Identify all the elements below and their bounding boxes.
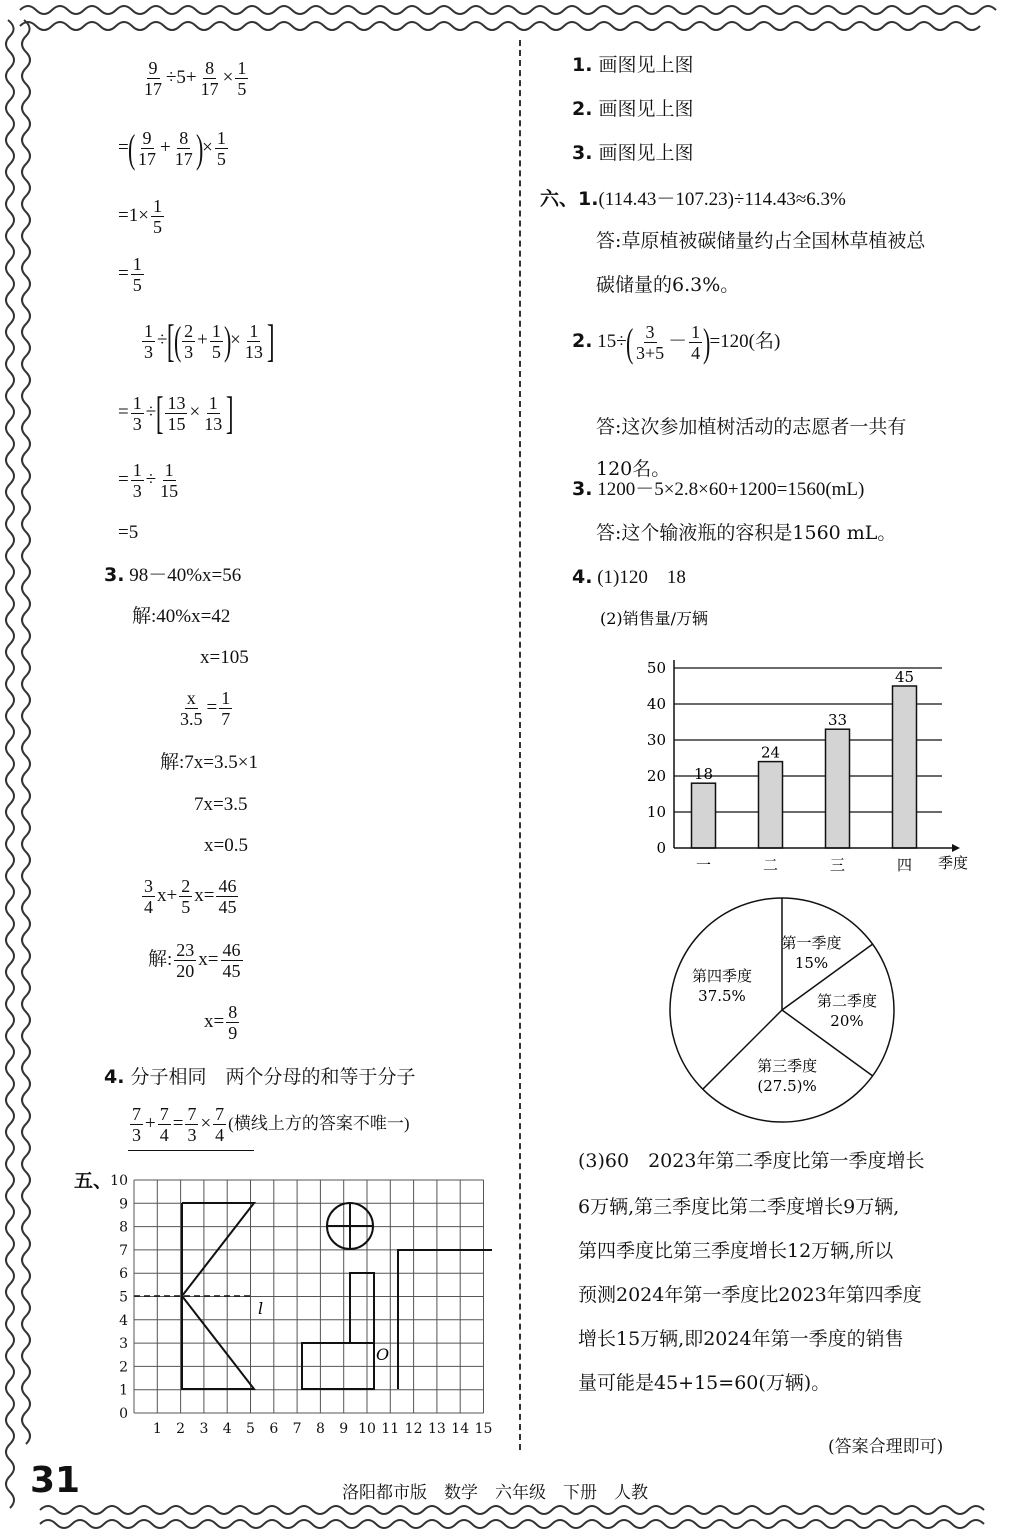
six-4-part-1: 4. (1)120 18: [572, 566, 686, 588]
bar-y-tick: 40: [646, 695, 666, 713]
eq-line-7: = $\frac{1}{3}$ ÷ $\frac{1}{15}$: [118, 460, 179, 501]
grid-y-tick: 6: [119, 1266, 128, 1283]
part3-line-1: (3)60 2023年第二季度比第一季度增长: [578, 1150, 925, 1172]
grid-x-tick: 4: [222, 1421, 232, 1437]
eq-line-4: = $\frac{1}{5}$: [118, 254, 142, 295]
pie-slice-name: 第三季度: [757, 1056, 818, 1075]
part3-line-5: 增长15万辆,即2024年第一季度的销售: [578, 1328, 904, 1350]
grid-x-tick: 11: [381, 1421, 400, 1437]
bar-chart-x-ticks: [696, 856, 912, 874]
eq-line-6: = $\frac{1}{3}$ ÷[ $\frac{13}{15}$ × $\frac{1}{13}$ ]: [118, 387, 234, 438]
q4-line-1: 4. 分子相同 两个分母的和等于分子: [104, 1066, 416, 1088]
grid-x-tick: 6: [269, 1421, 279, 1437]
bar-chart-data-labels: [694, 668, 914, 783]
grid-x-tick: 13: [427, 1421, 446, 1437]
q3-line-2: 解:40%x=42: [132, 606, 231, 627]
answer-note: (答案合理即可): [828, 1437, 944, 1457]
grid-y-ticks: [110, 1173, 128, 1422]
bar-x-tick: 四: [896, 856, 913, 874]
part3-line-4: 预测2024年第一季度比2023年第四季度: [578, 1284, 922, 1306]
bar-chart-xlabel: 季度: [938, 854, 969, 872]
bar-y-tick: 50: [646, 659, 666, 677]
bar-1: [692, 783, 716, 848]
grid-y-tick: 1: [119, 1382, 128, 1399]
grid-x-tick: 15: [474, 1421, 493, 1437]
six-3-answer: 答:这个输液瓶的容积是1560 mL。: [596, 522, 897, 544]
grid-y-tick: 10: [110, 1173, 128, 1189]
grid-x-tick: 14: [451, 1421, 470, 1437]
coordinate-grid: [100, 1168, 510, 1440]
q4-line-2: $\frac{7}{3}$ + $\frac{7}{4}$ = $\frac{7}{3}$ × $\frac{7}{4}$ (横线上方的答案不唯一): [132, 1104, 410, 1145]
answer-underline: [128, 1150, 254, 1151]
grid-y-tick: 5: [119, 1289, 128, 1306]
grid-y-tick: 9: [119, 1196, 128, 1213]
shape-rect-tall: [350, 1273, 374, 1343]
pie-slice-labels: [692, 934, 877, 1095]
bar-data-label: 33: [827, 711, 848, 730]
q3-line-4: $\frac{x}{3.5}$ = $\frac{1}{7}$: [180, 688, 231, 729]
q3-line-1: 3. 98－40%x=56: [104, 564, 242, 586]
bar-data-label: 45: [894, 668, 915, 686]
pie-slice-name: 第二季度: [816, 992, 877, 1010]
six-1-formula: 六、1.(114.43－107.23)÷114.43≈6.3%: [540, 188, 846, 210]
part3-line-3: 第四季度比第三季度增长12万辆,所以: [578, 1240, 894, 1262]
pie-slice-percent: 20%: [830, 1012, 864, 1030]
eq-line-5: $\frac{1}{3}$ ÷[( $\frac{2}{3}$ + $\frac{1}{5}$ )× $\frac{1}{13}$ ]: [144, 315, 275, 366]
bar-data-label: 18: [693, 765, 714, 784]
pie-slice-name: 第一季度: [781, 934, 842, 953]
bar-2: [759, 762, 783, 848]
x-axis-arrow-icon: [952, 844, 960, 852]
label-l: l: [258, 1299, 264, 1318]
bar-chart: [596, 600, 986, 880]
page-number: 31: [30, 1460, 81, 1501]
six-2-answer-1: 答:这次参加植树活动的志愿者一共有: [596, 416, 907, 438]
bar-y-tick: 30: [646, 731, 666, 749]
six-3-formula: 3. 1200－5×2.8×60+1200=1560(mL): [572, 478, 865, 500]
grid-x-tick: 12: [404, 1421, 423, 1437]
pie-slice-name: 第四季度: [691, 967, 752, 986]
grid-x-tick: 5: [246, 1421, 255, 1437]
q3-line-3: x=105: [200, 647, 249, 668]
eq-line-1: $\frac{9}{17}$ ÷5+ $\frac{8}{17}$ × $\frac{1}{5}$: [144, 58, 247, 99]
pie-slice-percent: (27.5)%: [757, 1076, 817, 1095]
pie-slice-percent: 37.5%: [698, 987, 746, 1006]
eq-line-3: =1× $\frac{1}{5}$: [118, 196, 162, 237]
grid-y-tick: 0: [119, 1406, 128, 1422]
bar-y-tick: 0: [656, 839, 666, 857]
grid-x-tick: 7: [292, 1421, 302, 1437]
bar-x-tick: 一: [695, 856, 712, 874]
six-2-answer-2: 120名。: [596, 458, 671, 480]
grid-y-tick: 7: [119, 1242, 128, 1259]
grid-x-ticks: [153, 1421, 493, 1437]
q3-line-6: 7x=3.5: [194, 794, 248, 815]
grid-y-tick: 4: [119, 1312, 128, 1329]
grid-y-tick: 2: [119, 1359, 128, 1376]
eq-line-8: =5: [118, 522, 139, 543]
column-divider: [519, 40, 521, 1450]
bar-x-tick: 三: [829, 856, 846, 874]
bar-4: [893, 686, 917, 848]
bar-y-tick: 10: [646, 803, 666, 821]
grid-x-tick: 1: [152, 1421, 162, 1437]
grid-x-tick: 9: [339, 1421, 349, 1437]
six-2-formula: 2. 15÷( $\frac{3}{3+5}$ － $\frac{1}{4}$ )=120(名): [572, 319, 781, 365]
bar-chart-ylabel: (2)销售量/万辆: [600, 609, 709, 628]
bar-data-label: 24: [760, 743, 781, 762]
grid-x-tick: 3: [199, 1421, 209, 1437]
part3-line-6: 量可能是45+15=60(万辆)。: [578, 1372, 831, 1394]
item-3: 3. 画图见上图: [572, 142, 694, 164]
bar-3: [826, 729, 850, 848]
item-1: 1. 画图见上图: [572, 54, 694, 76]
grid-y-tick: 3: [119, 1336, 128, 1353]
bar-chart-y-ticks: [647, 659, 666, 857]
bar-y-tick: 20: [646, 767, 666, 785]
pie-chart: [662, 892, 902, 1128]
bar-chart-bars: [692, 686, 917, 848]
bar-x-tick: 二: [762, 856, 779, 874]
q3-line-7: x=0.5: [204, 835, 248, 856]
grid-y-tick: 8: [119, 1219, 128, 1236]
q3-line-8: $\frac{3}{4}$ x+ $\frac{2}{5}$ x= $\frac{46}{45}$: [144, 876, 237, 917]
q3-line-9: 解: $\frac{23}{20}$ x= $\frac{46}{45}$: [148, 940, 241, 981]
grid-x-tick: 2: [176, 1421, 186, 1437]
part3-line-2: 6万辆,第三季度比第二季度增长9万辆,: [578, 1196, 900, 1218]
pie-slice-percent: 15%: [794, 954, 829, 973]
q3-line-5: 解:7x=3.5×1: [160, 752, 258, 773]
q3-line-10: x= $\frac{8}{9}$: [204, 1002, 238, 1043]
six-1-answer-2: 碳储量的6.3%。: [596, 274, 740, 296]
footer-text: 洛阳都市版 数学 六年级 下册 人教: [342, 1483, 648, 1503]
section-5-label: 五、: [74, 1170, 113, 1192]
six-1-answer-1: 答:草原植被碳储量约占全国林草植被总: [596, 230, 926, 252]
item-2: 2. 画图见上图: [572, 98, 694, 120]
label-o: O: [376, 1345, 390, 1364]
grid-x-tick: 8: [315, 1421, 325, 1437]
grid-x-tick: 10: [358, 1421, 376, 1437]
eq-line-2: =( $\frac{9}{17}$ + $\frac{8}{17}$ )× $\frac{1}{5}$: [118, 125, 226, 171]
